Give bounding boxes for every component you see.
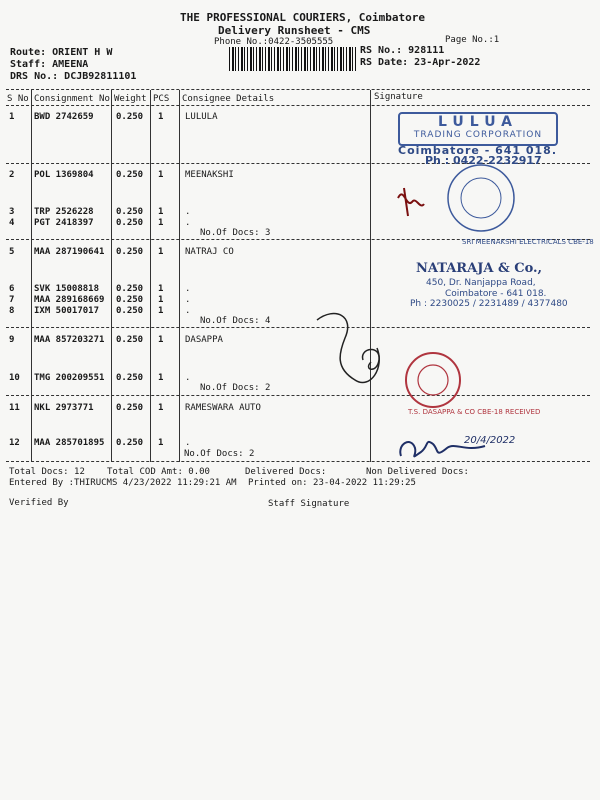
- row-consignment: MAA 285701895: [34, 438, 105, 448]
- row-pcs: 1: [158, 112, 164, 122]
- row-sno: 12: [9, 438, 20, 448]
- entered-by: Entered By :THIRUCMS 4/23/2022 11:29:21 AM: [9, 478, 237, 488]
- row-consignment: TRP 2526228: [34, 207, 94, 217]
- meenakshi-seal-graphic: [376, 158, 546, 238]
- docs-count-note: No.Of Docs: 4: [200, 316, 271, 326]
- row-consignment: PGT 2418397: [34, 218, 94, 228]
- rs-date: RS Date: 23-Apr-2022: [360, 57, 481, 68]
- row-sno: 2: [9, 170, 15, 180]
- col-divider: [179, 90, 180, 462]
- staff-signature-label: Staff Signature: [268, 499, 350, 509]
- verified-by: Verified By: [9, 498, 69, 508]
- meenakshi-seal-text: SRI MEENAKSHI ELECTRICALS CBE-18: [462, 238, 594, 246]
- row-weight: 0.250: [116, 403, 144, 413]
- lulua-phone: Ph : 0422-2232917: [425, 154, 542, 167]
- row-consignee: .: [185, 438, 191, 448]
- col-divider: [111, 90, 112, 462]
- lulua-subtitle: TRADING CORPORATION: [413, 130, 543, 140]
- total-cod: Total COD Amt: 0.00: [107, 467, 210, 477]
- row-pcs: 1: [158, 170, 164, 180]
- company-name: THE PROFESSIONAL COURIERS, Coimbatore: [180, 11, 426, 24]
- col-divider: [31, 90, 32, 462]
- lulua-name: LULUA: [438, 114, 518, 130]
- nataraja-phone: Ph : 2230025 / 2231489 / 4377480: [410, 299, 568, 309]
- row-sno: 7: [9, 295, 15, 305]
- delivered-docs: Delivered Docs:: [245, 467, 327, 477]
- row-weight: 0.250: [116, 335, 144, 345]
- row-consignment: POL 1369804: [34, 170, 94, 180]
- row-consignment: BWD 2742659: [34, 112, 94, 122]
- row-weight: 0.250: [116, 218, 144, 228]
- col-consignment: Consignment No: [34, 94, 110, 104]
- row-weight: 0.250: [116, 207, 144, 217]
- row-consignment: MAA 857203271: [34, 335, 105, 345]
- signature-date: 20/4/2022: [464, 435, 516, 446]
- total-docs: Total Docs: 12: [9, 467, 85, 477]
- col-divider: [150, 90, 151, 462]
- row-rule: [6, 327, 590, 328]
- table-top-rule: [6, 89, 590, 90]
- row-consignee: .: [185, 295, 191, 305]
- row-sno: 5: [9, 247, 15, 257]
- drs-number: DRS No.: DCJB92811101: [10, 71, 137, 82]
- row-consignment: NKL 2973771: [34, 403, 94, 413]
- dasappa-seal-text: T.S. DASAPPA & CO CBE-18 RECEIVED: [408, 408, 541, 416]
- row-consignee: .: [185, 218, 191, 228]
- table-header-rule: [6, 105, 590, 106]
- col-consignee: Consignee Details: [182, 94, 275, 104]
- row-weight: 0.250: [116, 438, 144, 448]
- docs-count-note: No.Of Docs: 2: [184, 449, 255, 459]
- row-pcs: 1: [158, 207, 164, 217]
- col-signature: Signature: [374, 92, 423, 102]
- row-pcs: 1: [158, 335, 164, 345]
- row-consignee: .: [185, 284, 191, 294]
- table-bottom-rule: [6, 461, 590, 462]
- lulua-stamp: [398, 112, 558, 146]
- row-consignee: MEENAKSHI: [185, 170, 234, 180]
- row-weight: 0.250: [116, 247, 144, 257]
- row-weight: 0.250: [116, 112, 144, 122]
- row-consignee: .: [185, 207, 191, 217]
- route: Route: ORIENT H W: [10, 47, 113, 58]
- row-consignment: MAA 289168669: [34, 295, 105, 305]
- docs-count-note: No.Of Docs: 2: [200, 383, 271, 393]
- row-consignment: TMG 200209551: [34, 373, 105, 383]
- row-sno: 3: [9, 207, 15, 217]
- row-pcs: 1: [158, 373, 164, 383]
- rs-number: RS No.: 928111: [360, 45, 445, 56]
- row-pcs: 1: [158, 284, 164, 294]
- row-consignee: DASAPPA: [185, 335, 223, 345]
- row-sno: 10: [9, 373, 20, 383]
- row-pcs: 1: [158, 403, 164, 413]
- page-number: Page No.:1: [445, 35, 500, 45]
- row-consignment: IXM 50017017: [34, 306, 100, 316]
- row-sno: 11: [9, 403, 20, 413]
- nataraja-city: Coimbatore - 641 018.: [445, 289, 547, 299]
- row-weight: 0.250: [116, 306, 144, 316]
- row-pcs: 1: [158, 295, 164, 305]
- barcode: [229, 47, 357, 71]
- row-pcs: 1: [158, 438, 164, 448]
- docs-count-note: No.Of Docs: 3: [200, 228, 271, 238]
- row-pcs: 1: [158, 247, 164, 257]
- row-consignee: LULULA: [185, 112, 218, 122]
- phone-number: Phone No.:0422-3505555: [214, 37, 334, 47]
- row-consignment: MAA 287190641: [34, 247, 105, 257]
- row-consignee: NATRAJ CO: [185, 247, 234, 257]
- row-rule: [6, 395, 590, 396]
- staff-name: Staff: AMEENA: [10, 59, 89, 70]
- nataraja-name: NATARAJA & Co.,: [416, 261, 543, 276]
- row-pcs: 1: [158, 306, 164, 316]
- row-sno: 4: [9, 218, 15, 228]
- row-weight: 0.250: [116, 284, 144, 294]
- row-weight: 0.250: [116, 170, 144, 180]
- nataraja-address: 450, Dr. Nanjappa Road,: [426, 278, 536, 288]
- row-sno: 6: [9, 284, 15, 294]
- row-pcs: 1: [158, 218, 164, 228]
- row-sno: 8: [9, 306, 15, 316]
- col-weight: Weight: [114, 94, 147, 104]
- document-title: Delivery Runsheet - CMS: [218, 24, 371, 37]
- lulua-city: Coimbatore - 641 018.: [398, 144, 558, 157]
- non-delivered-docs: Non Delivered Docs:: [366, 467, 469, 477]
- row-consignee: RAMESWARA AUTO: [185, 403, 261, 413]
- row-consignment: SVK 15008818: [34, 284, 100, 294]
- row-consignee: .: [185, 373, 191, 383]
- col-sno: S No: [7, 94, 29, 104]
- row-sno: 1: [9, 112, 15, 122]
- col-pcs: PCS: [153, 94, 170, 104]
- row-sno: 9: [9, 335, 15, 345]
- dasappa-seal-graphic: [315, 308, 475, 418]
- row-weight: 0.250: [116, 295, 144, 305]
- printed-on: Printed on: 23-04-2022 11:29:25: [248, 478, 416, 488]
- row-weight: 0.250: [116, 373, 144, 383]
- row-consignee: .: [185, 306, 191, 316]
